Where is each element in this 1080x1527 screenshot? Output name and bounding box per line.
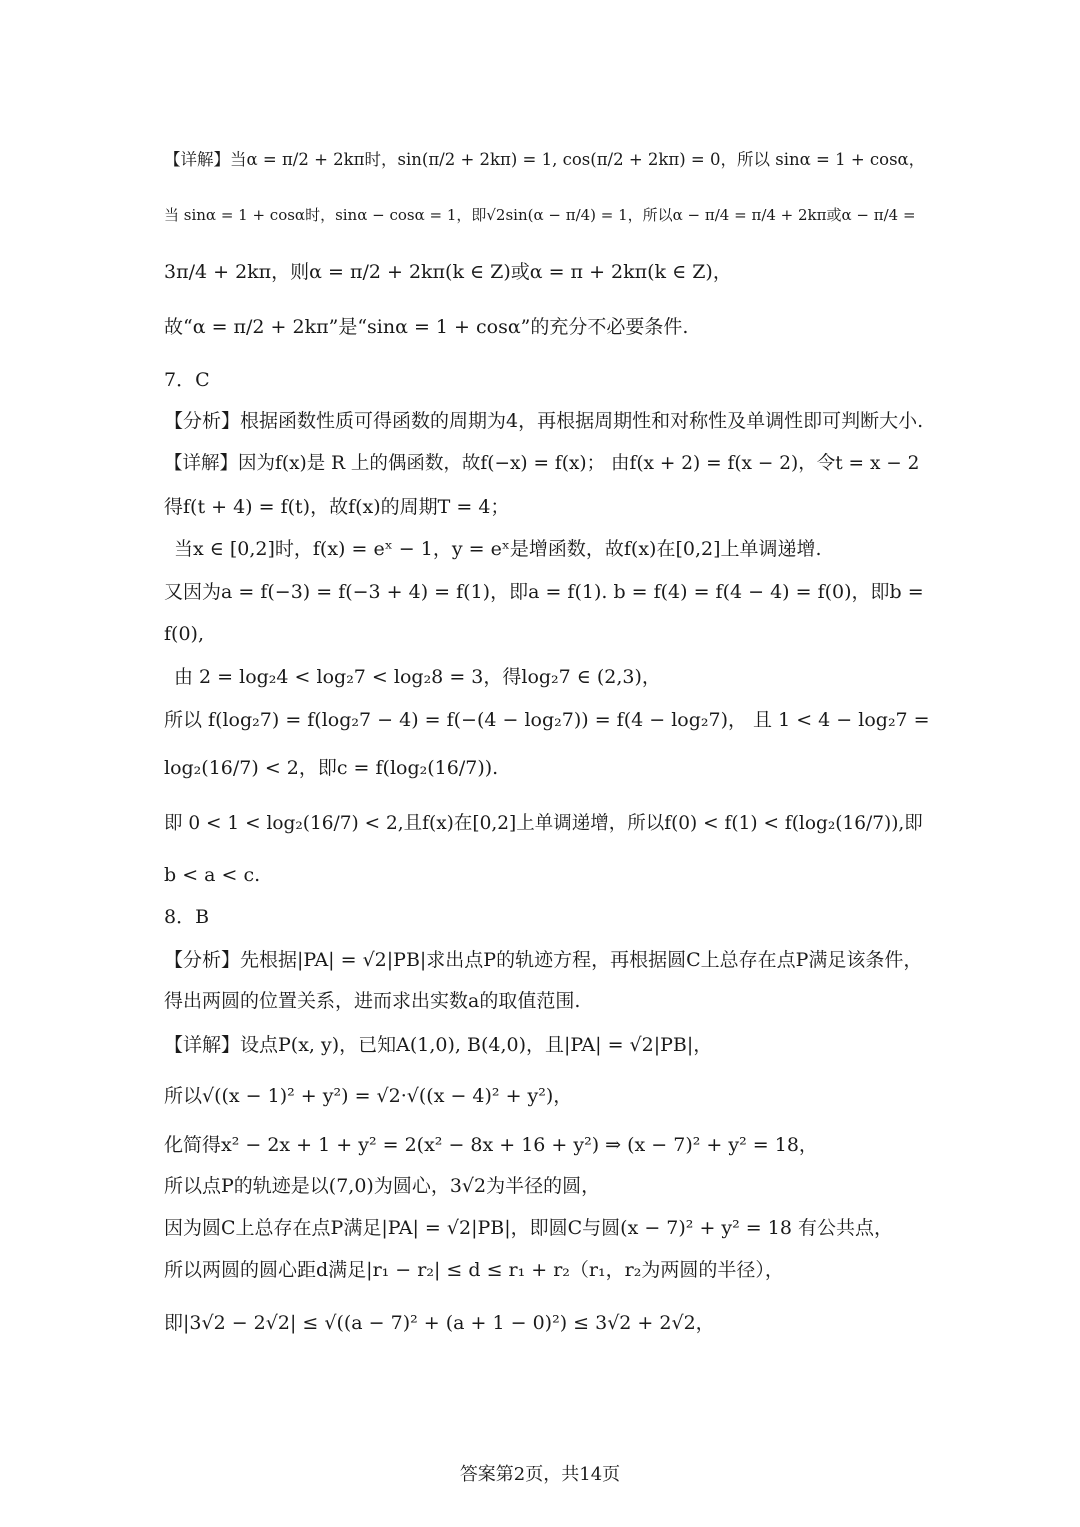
- text-line: log₂(16/7) < 2，即c = f(log₂(16/7)).: [164, 757, 499, 779]
- text-line: 由 2 = log₂4 < log₂7 < log₂8 = 3，得log₂7 ∈ (2,3)，: [174, 666, 661, 688]
- text-line: 【详解】因为f(x)是 R 上的偶函数，故f(−x) = f(x)； 由f(x + 2) = f(x − 2)，令t = x − 2: [164, 453, 920, 474]
- question-number: 8．B: [164, 906, 210, 928]
- text-line: 所以点P的轨迹是以(7,0)为圆心，3√2为半径的圆，: [164, 1175, 601, 1197]
- question-number: 7．C: [164, 369, 210, 391]
- text-line: 3π/4 + 2kπ，则α = π/2 + 2kπ(k ∈ Z)或α = π + 2kπ(k ∈ Z)，: [164, 261, 732, 283]
- text-line: 【详解】当α = π/2 + 2kπ时，sin(π/2 + 2kπ) = 1, cos(π/2 + 2kπ) = 0，所以 sinα = 1 + cosα，: [164, 150, 926, 169]
- text-line: 【分析】根据函数性质可得函数的周期为4，再根据周期性和对称性及单调性即可判断大小.: [164, 410, 924, 432]
- text-line: 所以√((x − 1)² + y²) = √2·√((x − 4)² + y²)，: [164, 1085, 573, 1107]
- text-line: 即 0 < 1 < log₂(16/7) < 2,且f(x)在[0,2]上单调递增，所以f(0) < f(1) < f(log₂(16/7)),即: [164, 813, 923, 834]
- text-line: 得f(t + 4) = f(t)，故f(x)的周期T = 4；: [164, 496, 510, 518]
- text-line: 得出两圆的位置关系，进而求出实数a的取值范围.: [164, 990, 581, 1012]
- text-line: b < a < c.: [164, 864, 261, 886]
- text-line: 当 sinα = 1 + cosα时，sinα − cosα = 1，即√2sin(α − π/4) = 1，所以α − π/4 = π/4 + 2kπ或α − π/4 =: [164, 206, 916, 224]
- text-line: 当x ∈ [0,2]时，f(x) = eˣ − 1，y = eˣ是增函数，故f(x)在[0,2]上单调递增.: [174, 538, 822, 560]
- text-line: 即|3√2 − 2√2| ≤ √((a − 7)² + (a + 1 − 0)²) ≤ 3√2 + 2√2，: [164, 1312, 715, 1334]
- text-line: 故“α = π/2 + 2kπ”是“sinα = 1 + cosα”的充分不必要条件.: [164, 316, 689, 338]
- text-line: f(0),: [164, 623, 204, 645]
- text-line: 【分析】先根据|PA| = √2|PB|求出点P的轨迹方程，再根据圆C上总存在点P满足该条件，: [164, 949, 923, 971]
- text-line: 又因为a = f(−3) = f(−3 + 4) = f(1)，即a = f(1). b = f(4) = f(4 − 4) = f(0)，即b =: [164, 581, 924, 603]
- text-line: 化简得x² − 2x + 1 + y² = 2(x² − 8x + 16 + y²) ⇒ (x − 7)² + y² = 18，: [164, 1134, 818, 1156]
- text-line: 所以 f(log₂7) = f(log₂7 − 4) = f(−(4 − log₂7)) = f(4 − log₂7)， 且 1 < 4 − log₂7 =: [164, 709, 930, 731]
- text-line: 所以两圆的圆心距d满足|r₁ − r₂| ≤ d ≤ r₁ + r₂（r₁，r₂为两圆的半径），: [164, 1259, 784, 1281]
- page-footer: 答案第2页，共14页: [459, 1464, 621, 1485]
- text-line: 【详解】设点P(x, y)，已知A(1,0), B(4,0)，且|PA| = √2|PB|，: [164, 1034, 713, 1056]
- text-line: 因为圆C上总存在点P满足|PA| = √2|PB|，即圆C与圆(x − 7)² + y² = 18 有公共点，: [164, 1217, 893, 1239]
